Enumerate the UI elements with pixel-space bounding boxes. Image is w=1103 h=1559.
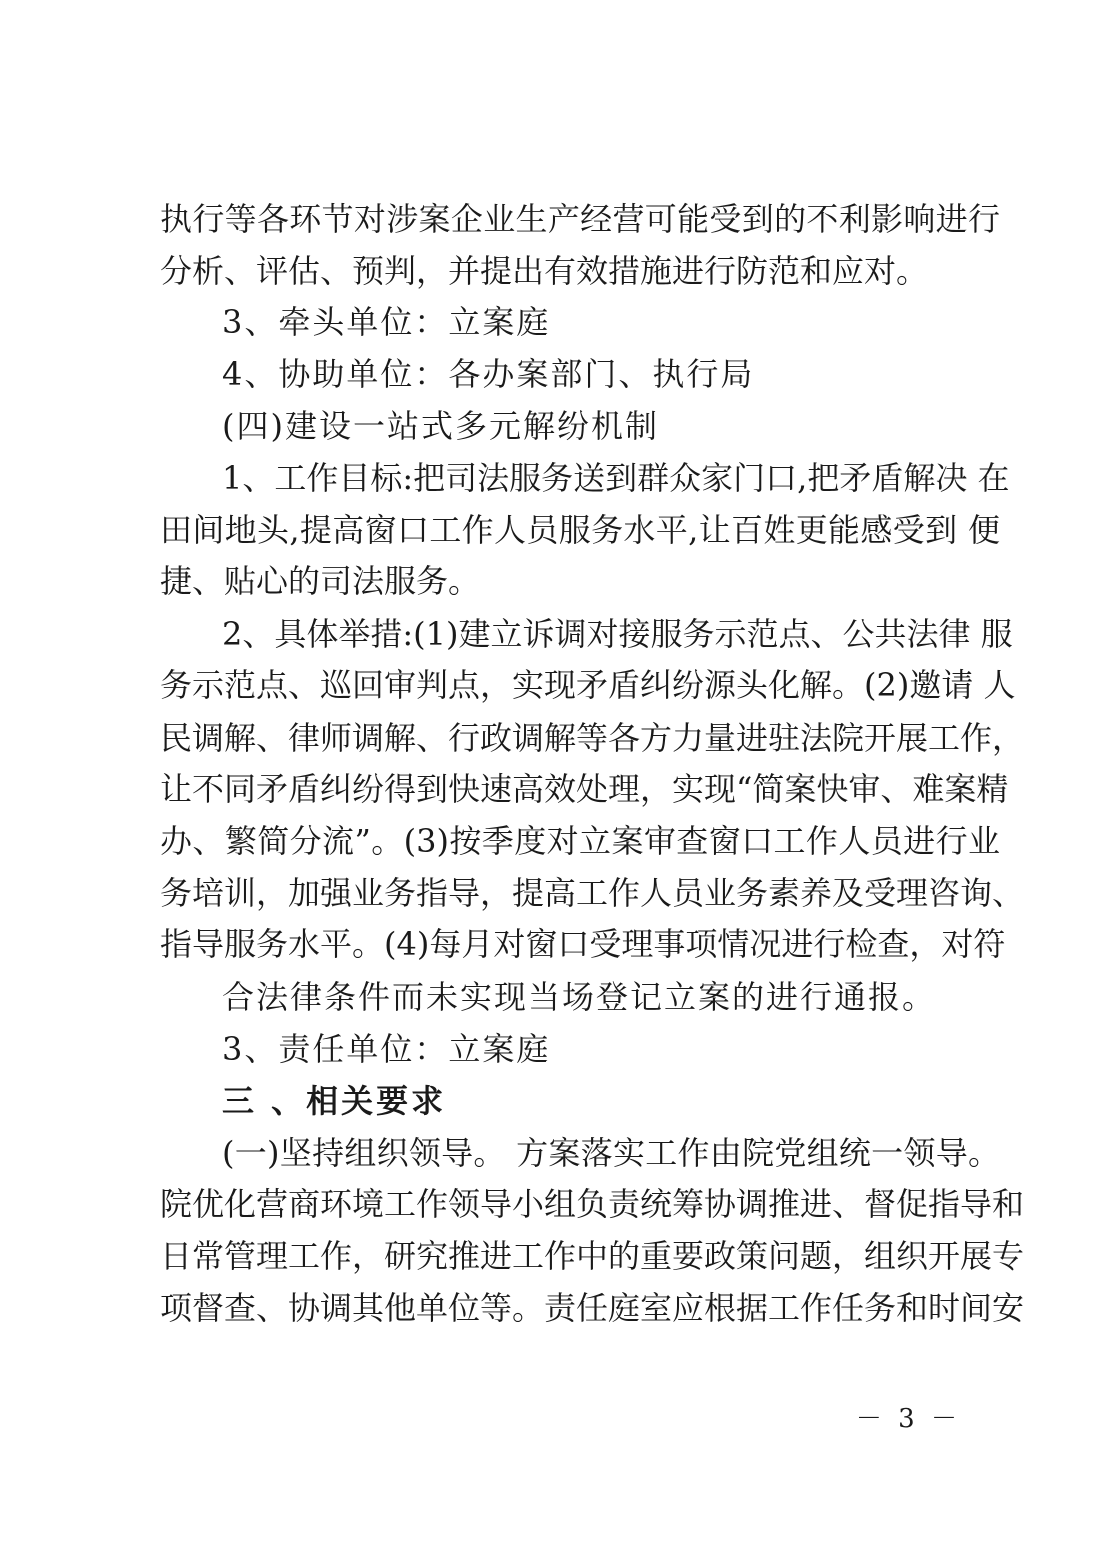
- text-line: 执行等各环节对涉案企业生产经营可能受到的不利影响进行: [160, 200, 1000, 238]
- text-line: 合法律条件而未实现当场登记立案的进行通报。: [222, 978, 937, 1016]
- text-line: 分析、评估、预判，并提出有效措施进行防范和应对。: [160, 252, 929, 290]
- text-line: 务培训，加强业务指导，提高工作人员业务素养及受理咨询、: [160, 874, 1025, 912]
- text-line: 指导服务水平。(4)每月对窗口受理事项情况进行检查，对符: [160, 925, 1006, 963]
- text-line: 田间地头,提高窗口工作人员服务水平,让百姓更能感受到 便: [160, 511, 1000, 549]
- text-line: 民调解、律师调解、行政调解等各方力量进驻法院开展工作，: [160, 719, 1025, 757]
- text-line: 院优化营商环境工作领导小组负责统筹协调推进、督促指导和: [160, 1185, 1025, 1223]
- text-line: 1、工作目标:把司法服务送到群众家门口,把矛盾解决 在: [222, 459, 1010, 497]
- section-heading: 三 、相关要求: [222, 1082, 447, 1120]
- text-line: 项督查、协调其他单位等。责任庭室应根据工作任务和时间安: [160, 1289, 1025, 1327]
- text-line: 让不同矛盾纠纷得到快速高效处理，实现“简案快审、难案精: [160, 770, 1009, 808]
- text-line: 4、协助单位：各办案部门、执行局: [222, 355, 755, 393]
- text-line: 日常管理工作，研究推进工作中的重要政策问题，组织开展专: [160, 1237, 1025, 1275]
- text-line: (一)坚持组织领导。 方案落实工作由院党组统一领导。: [222, 1134, 1000, 1172]
- text-line: 务示范点、巡回审判点，实现矛盾纠纷源头化解。(2)邀请 人: [160, 666, 1016, 704]
- text-line: 捷、贴心的司法服务。: [160, 562, 481, 600]
- text-line: 办、繁简分流”。(3)按季度对立案审查窗口工作人员进行业: [160, 822, 1000, 860]
- text-line: 3、责任单位：立案庭: [222, 1030, 551, 1068]
- text-line: 3、牵头单位：立案庭: [222, 303, 551, 341]
- text-line: 2、具体举措:(1)建立诉调对接服务示范点、公共法律 服: [222, 615, 1013, 653]
- page-number: － 3 －: [855, 1404, 961, 1434]
- section-heading: (四)建设一站式多元解纷机制: [222, 407, 659, 445]
